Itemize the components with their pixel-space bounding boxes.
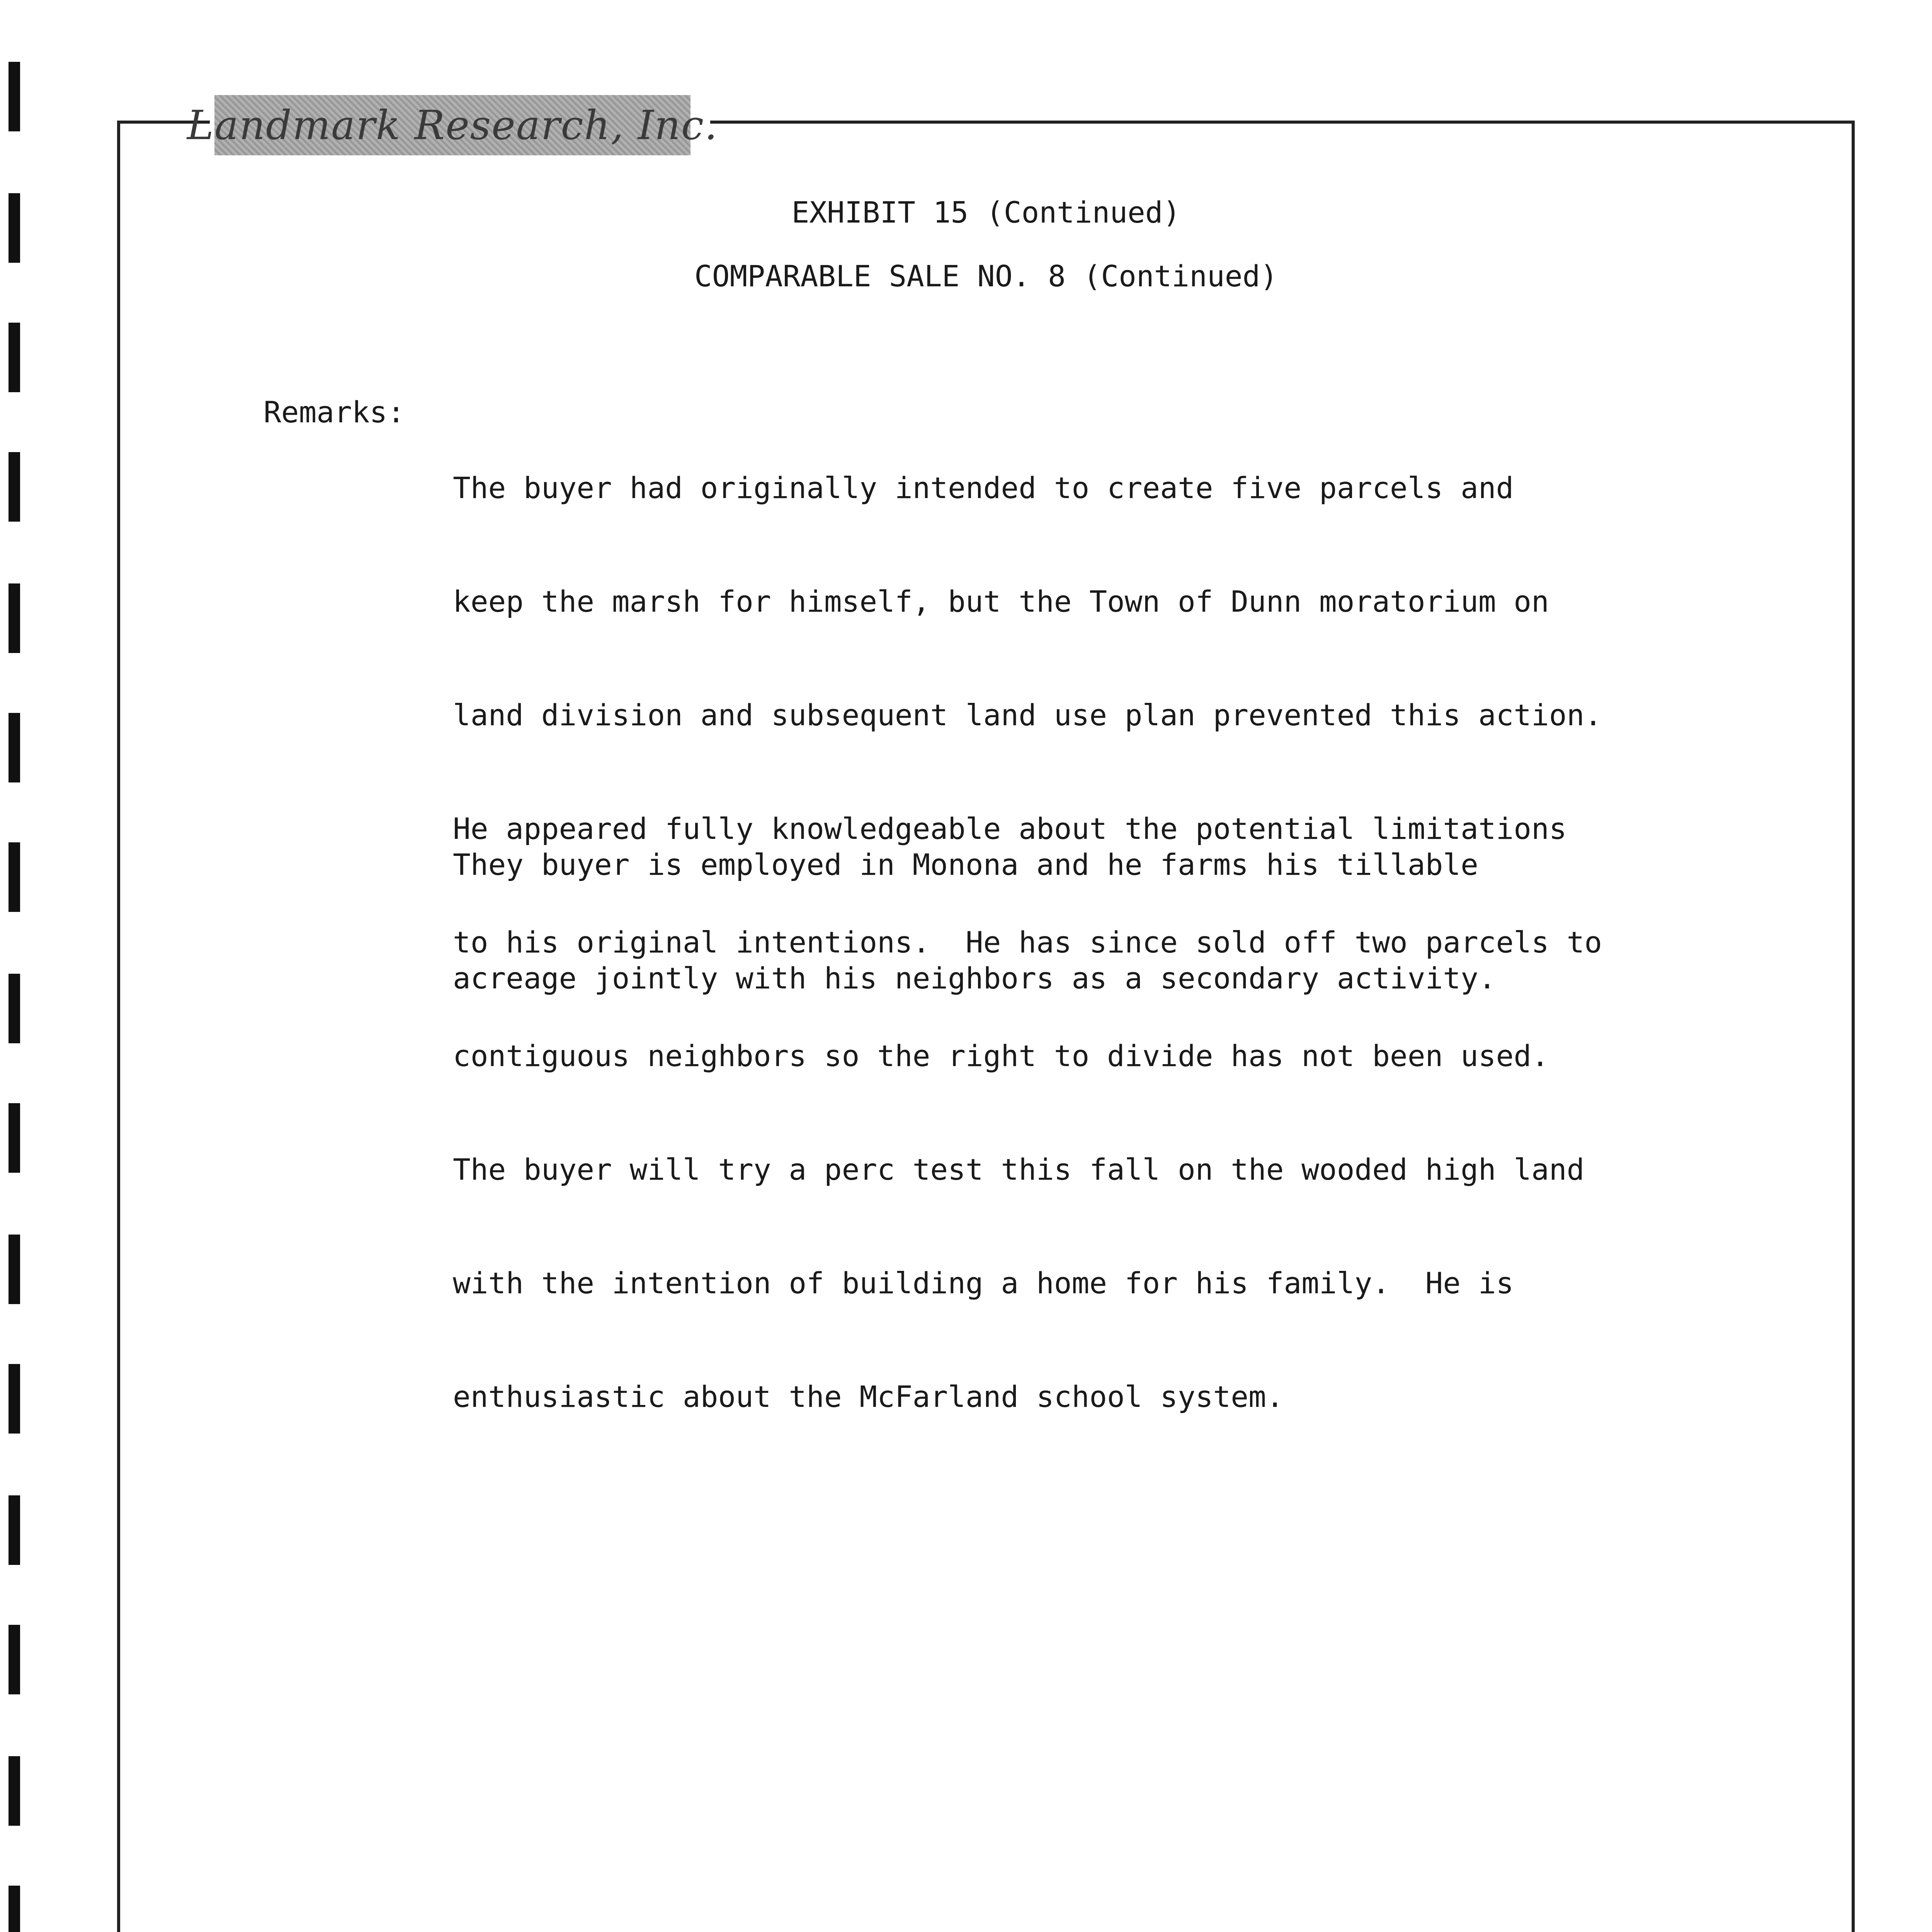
letterhead-logo <box>187 95 718 155</box>
text-line: with the intention of building a home for his family. He is <box>453 1266 1514 1300</box>
binding-mark <box>9 1625 20 1694</box>
binding-mark <box>9 974 20 1043</box>
binding-mark <box>9 1235 20 1304</box>
page-frame-left <box>117 121 120 1932</box>
binding-mark <box>9 323 20 392</box>
exhibit-title: EXHIBIT 15 (Continued) <box>791 195 1181 230</box>
text-line: contiguous neighbors so the right to divide has not been used. <box>453 1039 1549 1073</box>
text-line: acreage jointly with his neighbors as a secondary activity. <box>453 961 1496 995</box>
binding-mark <box>9 842 20 912</box>
remarks-paragraph <box>453 770 1496 1035</box>
text-line: The buyer will try a perc test this fall on the wooded high land <box>453 1152 1585 1187</box>
logo-text: Landmark Research, Inc. <box>187 102 718 149</box>
binding-mark <box>9 1364 20 1434</box>
binding-mark <box>9 452 20 522</box>
binding-mark <box>9 1886 20 1932</box>
binding-mark <box>9 1495 20 1565</box>
binding-mark <box>9 1103 20 1173</box>
remarks-label: Remarks: <box>264 395 405 429</box>
text-line: to his original intentions. He has since sold off two parcels to <box>453 925 1602 959</box>
binding-mark <box>9 1756 20 1826</box>
text-line: They buyer is employed in Monona and he farms his tillable <box>453 847 1478 882</box>
sale-title: COMPARABLE SALE NO. 8 (Continued) <box>694 259 1278 293</box>
page-frame-right <box>1852 121 1855 1932</box>
text-line: land division and subsequent land use plan prevented this action. <box>453 698 1602 732</box>
text-line: keep the marsh for himself, but the Town of Dunn moratorium on <box>453 584 1549 619</box>
binding-mark <box>9 62 20 131</box>
page-frame-top <box>710 121 1855 124</box>
text-line: The buyer had originally intended to create five parcels and <box>453 471 1514 505</box>
text-line: enthusiastic about the McFarland school system. <box>453 1379 1284 1414</box>
binding-mark <box>9 583 20 653</box>
text-line: He appeared fully knowledgeable about the potential limitations <box>453 811 1567 846</box>
binding-mark <box>9 713 20 782</box>
